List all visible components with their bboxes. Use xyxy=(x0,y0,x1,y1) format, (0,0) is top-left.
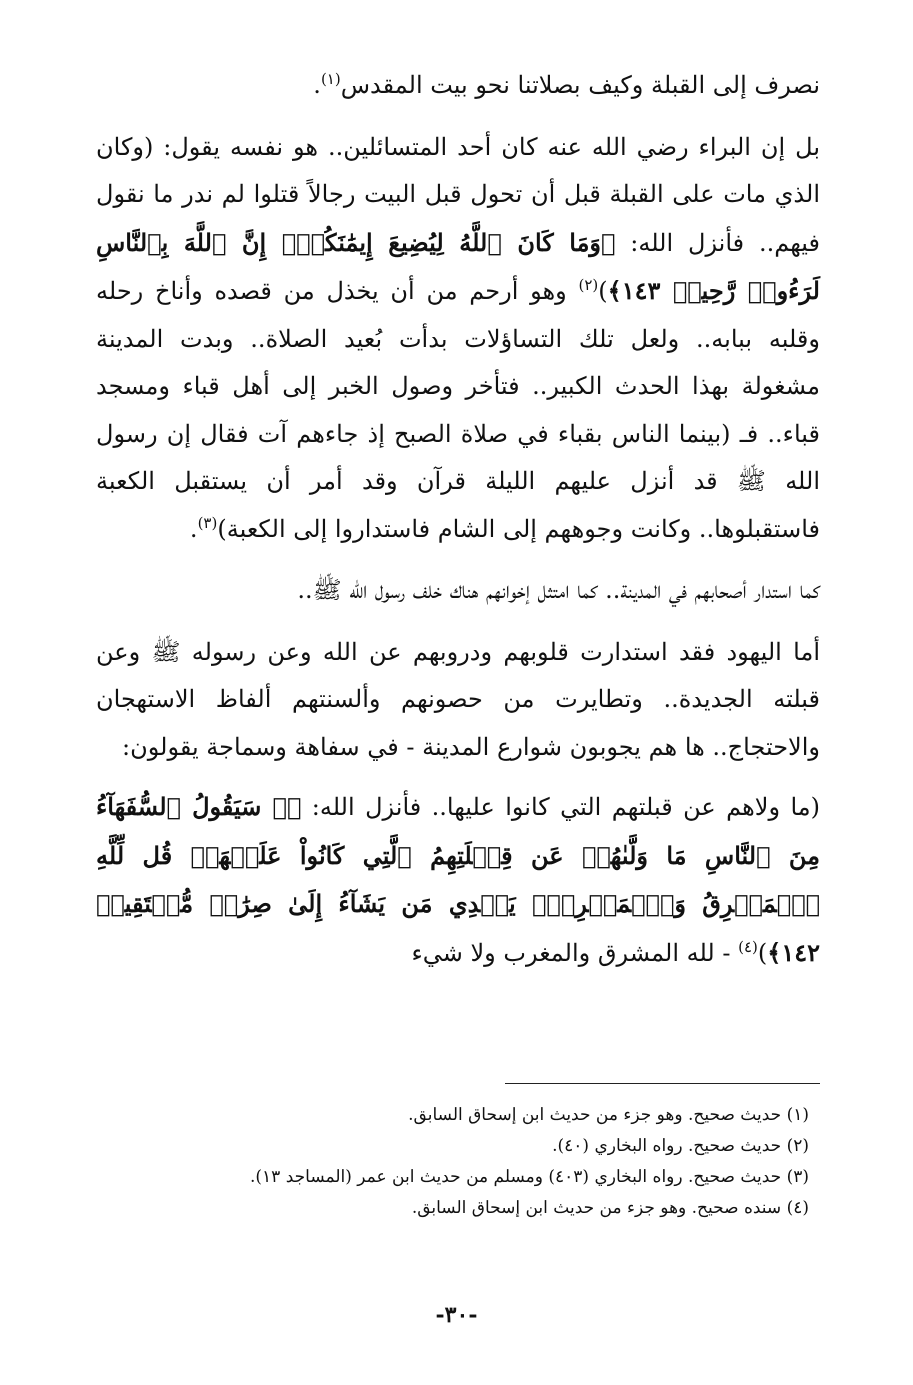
paragraph-3: كما استدار أصحابهم في المدينة.. كما امتثل إخوانهم هناك خلف رسول الله ﷺ.. xyxy=(297,576,820,604)
paragraph-1 xyxy=(96,62,820,110)
paragraph-2 xyxy=(96,124,820,554)
paragraph-1-end: . xyxy=(313,71,321,99)
footnote-ref-1: (١) xyxy=(320,70,341,88)
footnote-2: (٢) حديث صحيح. رواه البخاري (٤٠). xyxy=(552,1136,809,1156)
footnote-ref-2: (٢) xyxy=(578,276,599,294)
paragraph-4: أما اليهود فقد استدارت قلوبهم ودروبهم عن الله وعن رسوله ﷺ وعن قبلته الجديدة.. وتطايرت من حصونهم وألسنتهم ألفاظ الاستهجان والاحتجاج.. ها هم يجوبون شوارع المدينة - في سفاهة وسماجة يقولون: xyxy=(96,637,820,761)
footnotes xyxy=(96,1100,809,1224)
paragraph-1-text: نصرف إلى القبلة وكيف بصلاتنا نحو بيت المقدس xyxy=(340,71,820,99)
footnote-1: (١) حديث صحيح. وهو جزء من حديث ابن إسحاق السابق. xyxy=(408,1105,809,1125)
footnote-4: (٤) سنده صحيح. وهو جزء من حديث ابن إسحاق السابق. xyxy=(411,1198,809,1218)
page-body xyxy=(96,62,820,977)
paragraph-2-text-b: وهو أرحم من أن يخذل من قصده وأناخ رحله وقلبه ببابه.. ولعل تلك التساؤلات بدأت بُعيد الصلاة.. وبدت المدينة مشغولة بهذا الحدث الكبير.. فتأخر وصول الخبر إلى أهل قباء ومسجد قباء.. فـ (بينما الناس بقباء في صلاة الصبح إذ جاءهم آت فقال إن رسول الله ﷺ قد أنزل عليهم الليلة قرآن وقد أمر أن يستقبل الكعبة فاستقبلوها.. وكانت وجوههم إلى الشام فاستداروا إلى الكعبة) xyxy=(96,277,820,543)
paragraph-2-close: ) xyxy=(598,277,608,305)
paragraph-5-close: ) xyxy=(757,938,768,967)
page-number: -٣٠- xyxy=(435,1302,478,1328)
paragraph-5 xyxy=(96,783,820,977)
footnote-3: (٣) حديث صحيح. رواه البخاري (٤٠٣) ومسلم من حديث ابن عمر (المساجد ١٣). xyxy=(250,1167,809,1187)
paragraph-5-text-a: (ما ولاهم عن قبلتهم التي كانوا عليها.. فأنزل الله: xyxy=(301,793,820,821)
paragraph-5-text-b: - لله المشرق والمغرب ولا شيء xyxy=(411,938,739,967)
quran-verse-1: ﴿وَمَا كَانَ ٱللَّهُ لِيُضِيعَ إِيمَٰنَكُمْۚ إِنَّ ٱللَّهَ بِٱلنَّاسِ لَرَءُوفٞ رَّحِيمٞ ١٤٣﴾ xyxy=(96,227,820,305)
footnote-divider xyxy=(505,1083,820,1084)
footnote-ref-4: (٤) xyxy=(738,937,758,956)
paragraph-2-text-a: بل إن البراء رضي الله عنه كان أحد المتسائلين.. هو نفسه يقول: (وكان الذي مات على القبلة قبل أن تحول قبل البيت رجالاً قتلوا لم ندر ما نقول فيهم.. فأنزل الله: xyxy=(96,132,821,257)
paragraph-2-end: . xyxy=(189,514,198,543)
quran-verse-2: ﴿۞ سَيَقُولُ ٱلسُّفَهَآءُ مِنَ ٱلنَّاسِ مَا وَلَّىٰهُمۡ عَن قِبۡلَتِهِمُ ٱلَّتِي كَانُواْ عَلَيۡهَاۚ قُل لِّلَّهِ ٱلۡمَشۡرِقُ وَٱلۡمَغۡرِبُۚ يَهۡدِي مَن يَشَآءُ إِلَىٰ صِرَٰطٖ مُّسۡتَقِيمٖ ١٤٢﴾ xyxy=(96,792,820,967)
footnote-ref-3: (٣) xyxy=(197,513,218,532)
